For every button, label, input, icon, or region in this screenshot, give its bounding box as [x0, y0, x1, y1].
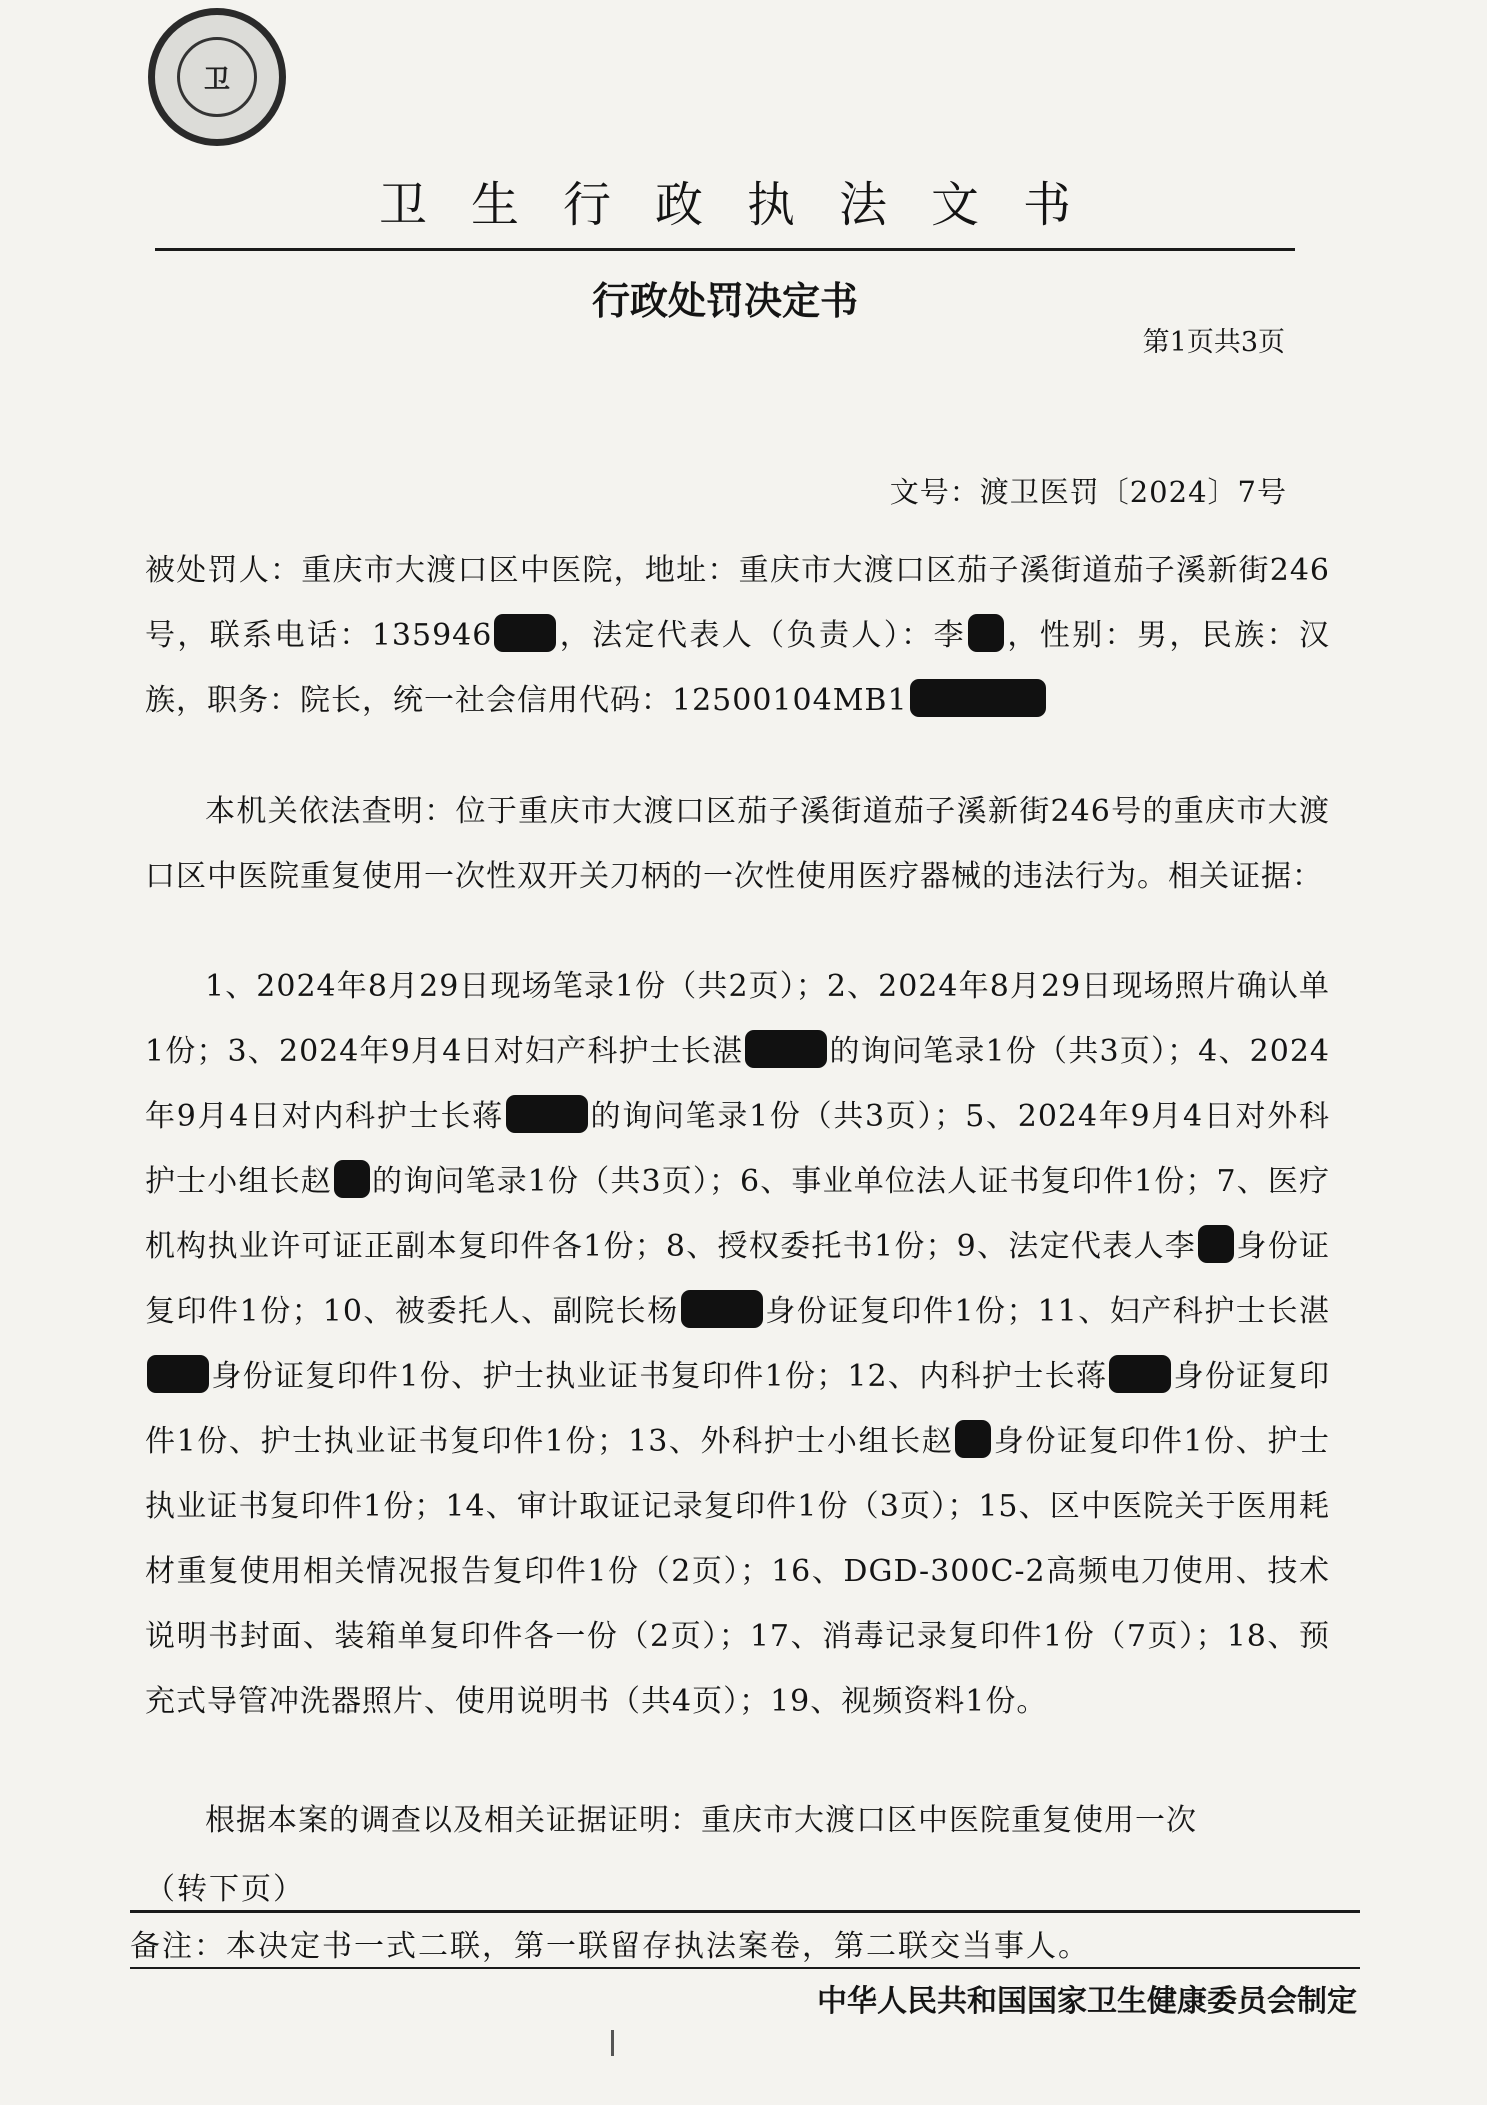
redaction-mark — [506, 1095, 588, 1133]
issuer-line: 中华人民共和国国家卫生健康委员会制定 — [817, 1984, 1357, 2019]
party-after-phone: ，法定代表人（负责人）：李 — [558, 618, 966, 653]
redaction-mark — [955, 1420, 991, 1458]
doc-number: 文号：渡卫医罚〔2024〕7号 — [889, 475, 1287, 509]
evidence-text: 身份证复印件1份、护士执业证书复印件1份；14、审计取证记录复印件1份（3页）；15、区中医院关于医用耗材重复使用相关情况报告复印件1份（2页）；16、DGD-300C-2高频电刀使用、技术说明书封面、装箱单复印件各一份（2页）；17、消毒记录复印件1份（7页）；18、预充式导管冲洗器照片、使用说明书（共4页）；19、视频资料1份。 — [145, 1424, 1330, 1719]
party-paragraph — [145, 538, 1330, 733]
redaction-mark — [1109, 1355, 1171, 1393]
evidence-text: 身份证复印件1份、护士执业证书复印件1份；12、内科护士长蒋 — [211, 1359, 1108, 1394]
top-divider — [155, 248, 1295, 251]
seal-center-icon: 卫 — [177, 37, 257, 117]
redaction-mark — [968, 614, 1004, 652]
evidence-text: 的询问笔录1份（共3页）；6、事业单位法人证书复印件1份；7、医疗机构执业许可证正副本复印件各1份；8、授权委托书1份；9、法定代表人李 — [145, 1164, 1331, 1264]
evidence-text: 身份证复印件1份；11、妇产科护士长湛 — [764, 1294, 1330, 1329]
facts-paragraph: 本机关依法查明：位于重庆市大渡口区茄子溪街道茄子溪新街246号的重庆市大渡口区中医院重复使用一次性双开关刀柄的一次性使用医疗器械的违法行为。相关证据： — [145, 794, 1330, 894]
evidence-paragraph — [145, 954, 1330, 1734]
redaction-mark — [910, 679, 1046, 717]
org-title: 卫生行政执法文书 — [378, 177, 1115, 233]
continue-note: （转下页） — [145, 1872, 305, 1907]
evidence-text: 1、2024年8月29日现场笔录1份（共2页）；2、2024年8月29日现场照片确认单1份；3、2024年9月4日对妇产科护士长湛 — [145, 969, 1330, 1069]
basis-paragraph: 根据本案的调查以及相关证据证明：重庆市大渡口区中医院重复使用一次 — [205, 1803, 1197, 1838]
seal-icon — [148, 8, 286, 146]
doc-type-title: 行政处罚决定书 — [591, 279, 858, 323]
party-lead: 被处罚人：重庆市大渡口区中医院，地址：重庆市大渡口区茄子溪街道茄子溪新街246号，联系电话：135946 — [145, 553, 1330, 653]
evidence-text: 的询问笔录1份（共3页）；4、2024年9月4日对内科护士长蒋 — [145, 1034, 1330, 1134]
redaction-mark — [334, 1160, 370, 1198]
evidence-text: 身份证复印件1份、护士执业证书复印件1份；13、外科护士小组长赵 — [145, 1359, 1330, 1459]
remark-divider-bottom — [130, 1967, 1360, 1969]
remark-line: 备注：本决定书一式二联，第一联留存执法案卷，第二联交当事人。 — [130, 1929, 1090, 1964]
scan-mark — [611, 2030, 614, 2056]
redaction-mark — [745, 1030, 827, 1068]
evidence-text: 身份证复印件1份；10、被委托人、副院长杨 — [145, 1229, 1330, 1329]
redaction-mark — [147, 1355, 209, 1393]
redaction-mark — [681, 1290, 763, 1328]
evidence-text: 的询问笔录1份（共3页）；5、2024年9月4日对外科护士小组长赵 — [145, 1099, 1330, 1199]
redaction-mark — [494, 614, 556, 652]
remark-divider-top — [130, 1910, 1360, 1913]
party-after-rep: ，性别：男，民族：汉族，职务：院长，统一社会信用代码：12500104MB1 — [145, 618, 1331, 718]
page-count: 第1页共3页 — [1142, 327, 1285, 358]
redaction-mark — [1198, 1225, 1234, 1263]
